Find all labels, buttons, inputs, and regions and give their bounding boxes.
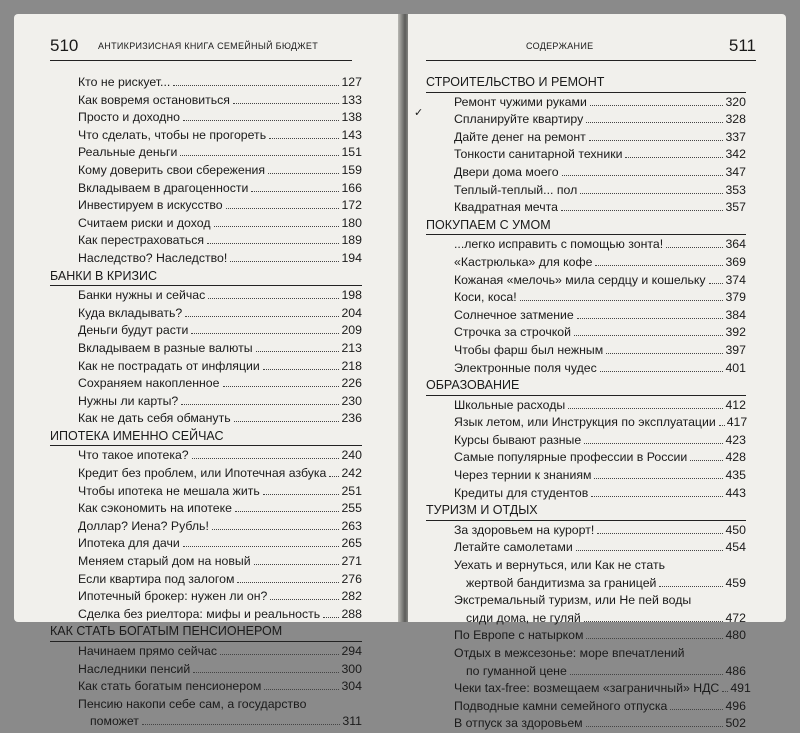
toc-entry-title: сиди дома, не гуляй: [466, 610, 581, 625]
toc-entry-page: 143: [341, 127, 362, 142]
toc-entry-page: 194: [341, 250, 362, 265]
toc-leader-dots: [233, 103, 339, 104]
toc-leader-dots: [142, 724, 340, 725]
toc-leader-dots: [263, 494, 340, 495]
toc-entry: [50, 162, 362, 180]
toc-entry-title: Коси, коса!: [454, 290, 517, 305]
toc-entry-title: Доллар? Иена? Рубль!: [78, 518, 209, 533]
toc-entry-title: Курсы бывают разные: [454, 432, 582, 447]
toc-entry-title: Пенсию накопи себе сам, а государство: [78, 696, 307, 711]
right-running-header: [426, 34, 756, 61]
left-page: [14, 14, 402, 729]
toc-entry-title: Летайте самолетами: [454, 540, 573, 555]
toc-leader-dots: [237, 582, 339, 583]
toc-entry-page: 337: [725, 129, 746, 144]
toc-leader-dots: [193, 672, 339, 673]
toc-entry: [426, 254, 746, 272]
toc-entry: [426, 557, 746, 575]
toc-entry-page: 454: [725, 540, 746, 555]
toc-entry-title: поможет: [90, 714, 139, 729]
toc-entry-title: Как сэкономить на ипотеке: [78, 501, 232, 516]
toc-entry-page: 255: [341, 501, 362, 516]
toc-entry-title: Инвестируем в искусство: [78, 198, 223, 213]
toc-entry-page: 230: [341, 393, 362, 408]
toc-entry-page: 151: [341, 145, 362, 160]
toc-entry-page: 311: [342, 714, 362, 729]
left-toc: [50, 74, 362, 731]
toc-entry-title: Нужны ли карты?: [78, 393, 179, 408]
toc-leader-dots: [690, 460, 723, 461]
toc-entry-page: 133: [341, 92, 362, 107]
toc-entry-title: Что такое ипотека?: [78, 448, 189, 463]
toc-leader-dots: [561, 210, 724, 211]
toc-entry-title: В отпуск за здоровьем: [454, 716, 583, 731]
toc-leader-dots: [520, 300, 724, 301]
toc-entry-title: Вкладываем в драгоценности: [78, 180, 249, 195]
toc-entry-page: 300: [341, 661, 362, 676]
toc-entry: [50, 500, 362, 518]
toc-entry: [50, 713, 362, 731]
toc-entry: [50, 92, 362, 110]
toc-leader-dots: [590, 105, 724, 106]
toc-entry-page: 242: [341, 466, 362, 481]
toc-entry: [50, 250, 362, 268]
toc-section-heading: ИПОТЕКА ИМЕННО СЕЙЧАС: [50, 428, 362, 447]
toc-section-heading: ОБРАЗОВАНИЕ: [426, 377, 746, 396]
toc-entry: [50, 393, 362, 411]
toc-entry-title: Ипотека для дачи: [78, 536, 180, 551]
toc-entry-page: 357: [725, 200, 746, 215]
toc-entry: [50, 518, 362, 536]
toc-leader-dots: [329, 476, 339, 477]
toc-entry-title: Двери дома моего: [454, 164, 559, 179]
toc-entry-title: Что сделать, чтобы не прогореть: [78, 127, 267, 142]
toc-entry: [426, 414, 746, 432]
toc-leader-dots: [568, 408, 723, 409]
toc-section-heading: ПОКУПАЕМ С УМОМ: [426, 217, 746, 236]
toc-entry: [50, 232, 362, 250]
toc-entry: [426, 539, 746, 557]
toc-entry-page: 271: [341, 554, 362, 569]
toc-entry-page: 127: [341, 75, 362, 89]
toc-leader-dots: [226, 208, 340, 209]
toc-entry-page: 472: [725, 610, 746, 625]
toc-entry-title: «Кастрюлька» для кофе: [454, 254, 593, 269]
toc-leader-dots: [591, 496, 723, 497]
toc-leader-dots: [180, 155, 339, 156]
toc-leader-dots: [207, 243, 339, 244]
toc-entry-title: Банки нужны и сейчас: [78, 288, 206, 303]
toc-leader-dots: [235, 511, 340, 512]
toc-entry: [50, 215, 362, 233]
toc-entry: [426, 645, 746, 663]
toc-entry-title: Как не пострадать от инфляции: [78, 358, 260, 373]
toc-entry-page: 397: [725, 342, 746, 357]
toc-entry: [50, 661, 362, 679]
toc-leader-dots: [230, 261, 339, 262]
toc-entry-title: Подводные камни семейного отпуска: [454, 698, 668, 713]
toc-entry-title: Чеки tax-free: возмещаем «заграничный» НДС: [454, 681, 720, 696]
toc-entry: [50, 109, 362, 127]
toc-entry-page: 374: [725, 272, 746, 287]
toc-entry-title: Наследники пенсий: [78, 661, 191, 676]
toc-entry-page: 379: [725, 290, 746, 305]
toc-leader-dots: [256, 351, 340, 352]
toc-leader-dots: [659, 586, 723, 587]
toc-entry-page: 263: [341, 518, 362, 533]
toc-entry-page: 304: [341, 679, 362, 694]
toc-leader-dots: [600, 371, 724, 372]
toc-entry: [426, 360, 746, 378]
toc-entry-page: 218: [341, 358, 362, 373]
toc-leader-dots: [586, 122, 723, 123]
toc-entry-title: Дайте денег на ремонт: [454, 129, 586, 144]
toc-entry: [426, 307, 746, 325]
toc-leader-dots: [191, 333, 339, 334]
toc-entry-title: Просто и доходно: [78, 110, 180, 125]
toc-entry-page: 166: [341, 180, 362, 195]
toc-leader-dots: [574, 335, 724, 336]
toc-entry-page: 401: [725, 360, 746, 375]
toc-entry-title: Как вовремя остановиться: [78, 92, 230, 107]
toc-leader-dots: [670, 709, 723, 710]
toc-entry: [50, 197, 362, 215]
toc-leader-dots: [576, 550, 724, 551]
toc-entry-page: 320: [725, 94, 746, 109]
toc-leader-dots: [214, 226, 340, 227]
toc-entry: [426, 663, 746, 681]
toc-leader-dots: [586, 726, 724, 727]
toc-entry-page: 480: [725, 628, 746, 643]
toc-entry: [426, 324, 746, 342]
toc-entry-page: 180: [341, 215, 362, 230]
toc-entry-title: ...легко исправить с помощью зонта!: [454, 237, 664, 252]
toc-entry-page: 342: [725, 147, 746, 162]
toc-leader-dots: [263, 369, 340, 370]
toc-leader-dots: [208, 298, 339, 299]
toc-entry-title: жертвой бандитизма за границей: [466, 575, 657, 590]
toc-leader-dots: [212, 529, 340, 530]
toc-leader-dots: [269, 138, 339, 139]
left-running-header: [50, 34, 352, 61]
toc-entry: [50, 606, 362, 624]
toc-entry-page: 240: [341, 448, 362, 463]
toc-entry: [50, 465, 362, 483]
toc-entry: [426, 199, 746, 217]
toc-entry-title: Куда вкладывать?: [78, 305, 183, 320]
toc-entry-page: 189: [341, 233, 362, 248]
toc-entry: [50, 74, 362, 92]
toc-entry: [426, 575, 746, 593]
toc-leader-dots: [173, 85, 339, 86]
toc-entry: [50, 696, 362, 714]
toc-entry-title: Школьные расходы: [454, 397, 566, 412]
toc-entry-title: Наследство? Наследство!: [78, 250, 228, 265]
toc-entry: [50, 535, 362, 553]
toc-entry: [50, 127, 362, 145]
toc-entry-title: Электронные поля чудес: [454, 360, 597, 375]
toc-entry-page: 450: [725, 522, 746, 537]
margin-check-mark: ✓: [414, 107, 424, 119]
left-header-title: АНТИКРИЗИСНАЯ КНИГА СЕМЕЙНЫЙ БЮДЖЕТ: [98, 41, 318, 51]
toc-leader-dots: [223, 386, 340, 387]
toc-leader-dots: [597, 533, 723, 534]
toc-entry: [426, 449, 746, 467]
toc-leader-dots: [185, 316, 339, 317]
toc-entry-title: Солнечное затмение: [454, 307, 574, 322]
toc-entry-title: Спланируйте квартиру: [454, 112, 584, 127]
toc-leader-dots: [570, 674, 724, 675]
toc-entry-page: 236: [341, 411, 362, 426]
toc-entry: [426, 236, 746, 254]
toc-entry-title: Через тернии к знаниям: [454, 468, 592, 483]
toc-entry-title: Сохраняем накопленное: [78, 376, 220, 391]
toc-leader-dots: [584, 443, 723, 444]
toc-entry-page: 384: [725, 307, 746, 322]
toc-leader-dots: [625, 157, 723, 158]
toc-entry: [50, 287, 362, 305]
toc-entry: [426, 467, 746, 485]
toc-entry: [426, 146, 746, 164]
toc-entry: [426, 94, 746, 112]
toc-entry: [50, 144, 362, 162]
toc-entry: [50, 322, 362, 340]
toc-entry-page: 251: [341, 483, 362, 498]
toc-entry: [50, 571, 362, 589]
toc-section-heading: СТРОИТЕЛЬСТВО И РЕМОНТ: [426, 74, 746, 93]
toc-entry-page: 347: [725, 164, 746, 179]
toc-entry-title: Тонкости санитарной техники: [454, 147, 623, 162]
toc-entry-title: Ипотечный брокер: нужен ли он?: [78, 589, 268, 604]
toc-entry-page: 443: [725, 485, 746, 500]
toc-leader-dots: [595, 265, 723, 266]
toc-entry-page: 392: [725, 325, 746, 340]
toc-entry-title: Самые популярные профессии в России: [454, 450, 688, 465]
toc-entry-page: 282: [341, 589, 362, 604]
toc-entry: [426, 715, 746, 733]
toc-entry: [50, 643, 362, 661]
toc-leader-dots: [709, 283, 724, 284]
toc-leader-dots: [562, 175, 724, 176]
toc-entry: [50, 340, 362, 358]
toc-entry-page: 159: [341, 162, 362, 177]
toc-entry-page: 364: [725, 237, 746, 252]
toc-leader-dots: [584, 621, 724, 622]
toc-entry-title: Кто не рискует...: [78, 75, 171, 89]
toc-entry-title: Как не дать себя обмануть: [78, 411, 231, 426]
toc-entry-title: Считаем риски и доход: [78, 215, 211, 230]
toc-entry-title: Начинаем прямо сейчас: [78, 644, 218, 658]
toc-entry: [426, 680, 751, 698]
toc-entry: [426, 397, 746, 415]
toc-entry-page: 198: [341, 288, 362, 303]
toc-entry-title: Если квартира под залогом: [78, 571, 235, 586]
toc-entry: [426, 129, 746, 147]
toc-entry-title: Меняем старый дом на новый: [78, 554, 251, 569]
toc-entry-title: Кредит без проблем, или Ипотечная азбука: [78, 466, 327, 481]
toc-leader-dots: [580, 193, 723, 194]
toc-entry-page: 265: [341, 536, 362, 551]
toc-leader-dots: [251, 191, 339, 192]
toc-entry-title: Сделка без риелтора: мифы и реальность: [78, 606, 321, 621]
toc-leader-dots: [192, 458, 340, 459]
right-page: [408, 14, 786, 731]
toc-entry-title: За здоровьем на курорт!: [454, 522, 595, 537]
toc-entry-title: Отдых в межсезонье: море впечатлений: [454, 646, 685, 660]
toc-leader-dots: [220, 654, 339, 655]
toc-entry: [426, 698, 746, 716]
toc-section-heading: ТУРИЗМ И ОТДЫХ: [426, 502, 746, 521]
toc-entry-title: Кредиты для студентов: [454, 485, 589, 500]
toc-entry: [426, 432, 746, 450]
toc-section-heading: БАНКИ В КРИЗИС: [50, 268, 362, 287]
toc-entry-title: Как перестраховаться: [78, 233, 205, 248]
toc-entry: [50, 483, 362, 501]
toc-entry-page: 459: [725, 575, 746, 590]
toc-entry-title: Язык летом, или Инструкция по эксплуатации: [454, 415, 716, 430]
toc-leader-dots: [181, 404, 339, 405]
toc-entry-page: 353: [725, 182, 746, 197]
toc-entry: [426, 342, 746, 360]
toc-entry: [50, 180, 362, 198]
toc-entry-title: Как стать богатым пенсионером: [78, 679, 262, 694]
right-toc: [426, 74, 751, 733]
toc-entry-page: 369: [725, 254, 746, 269]
toc-entry: [426, 627, 746, 645]
toc-leader-dots: [722, 691, 728, 692]
toc-entry-title: Строчка за строчкой: [454, 325, 571, 340]
toc-leader-dots: [264, 689, 339, 690]
toc-leader-dots: [666, 247, 723, 248]
toc-entry-page: 328: [725, 112, 746, 127]
toc-leader-dots: [594, 478, 723, 479]
toc-entry: [50, 305, 362, 323]
toc-entry-title: Ремонт чужими руками: [454, 94, 587, 109]
toc-entry: [426, 522, 746, 540]
toc-entry-page: 213: [341, 340, 362, 355]
toc-leader-dots: [270, 599, 339, 600]
toc-entry: [426, 289, 746, 307]
toc-entry-page: 288: [341, 606, 362, 621]
toc-entry-title: Кому доверить свои сбережения: [78, 162, 266, 177]
toc-entry-title: По Европе с натырком: [454, 628, 584, 643]
toc-entry-page: 502: [725, 716, 746, 731]
toc-entry-title: Чтобы фарш был нежным: [454, 342, 604, 357]
toc-leader-dots: [577, 318, 724, 319]
toc-entry: [50, 678, 362, 696]
toc-entry-page: 138: [341, 110, 362, 125]
toc-entry-page: 428: [725, 450, 746, 465]
toc-entry: [426, 164, 746, 182]
toc-leader-dots: [268, 173, 339, 174]
toc-leader-dots: [254, 564, 340, 565]
toc-entry: [50, 375, 362, 393]
right-page-number: 511: [728, 36, 756, 55]
toc-entry-page: 226: [341, 376, 362, 391]
toc-leader-dots: [183, 546, 340, 547]
toc-entry-title: Реальные деньги: [78, 145, 178, 160]
toc-leader-dots: [586, 638, 723, 639]
toc-entry: [50, 358, 362, 376]
toc-entry-page: 294: [341, 644, 362, 658]
toc-entry-page: 412: [725, 397, 746, 412]
toc-entry: [426, 272, 746, 290]
toc-entry-title: Теплый-теплый... пол: [454, 182, 578, 197]
toc-leader-dots: [606, 353, 723, 354]
toc-entry-title: Вкладываем в разные валюты: [78, 340, 253, 355]
toc-entry-page: 417: [726, 415, 748, 430]
toc-entry-title: Экстремальный туризм, или Не пей воды: [454, 593, 692, 608]
toc-entry: [50, 410, 362, 428]
toc-entry-title: Уехать и вернуться, или Как не стать: [454, 558, 665, 573]
right-header-title: СОДЕРЖАНИЕ: [526, 41, 594, 51]
toc-entry: [426, 610, 746, 628]
toc-leader-dots: [589, 140, 724, 141]
toc-entry: [426, 182, 746, 200]
toc-leader-dots: [323, 617, 339, 618]
toc-entry-page: 491: [730, 681, 751, 696]
toc-entry-page: 276: [341, 571, 362, 586]
toc-entry: [50, 447, 362, 465]
toc-entry-page: 204: [341, 305, 362, 320]
toc-entry-title: Квадратная мечта: [454, 200, 558, 215]
toc-entry-page: 496: [725, 698, 746, 713]
toc-entry-title: Кожаная «мелочь» мила сердцу и кошельку: [454, 272, 706, 287]
toc-leader-dots: [719, 425, 725, 426]
toc-section-heading: КАК СТАТЬ БОГАТЫМ ПЕНСИОНЕРОМ: [50, 623, 362, 642]
toc-entry-page: 172: [341, 198, 362, 213]
toc-entry-page: 423: [725, 432, 746, 447]
toc-entry-page: 209: [341, 323, 362, 338]
toc-entry: [50, 553, 362, 571]
toc-entry-title: по гуманной цене: [466, 663, 567, 678]
toc-entry-title: Чтобы ипотека не мешала жить: [78, 483, 260, 498]
toc-entry: [426, 592, 746, 610]
toc-entry-page: 486: [725, 663, 746, 678]
toc-leader-dots: [183, 120, 340, 121]
toc-entry-page: 435: [725, 468, 746, 483]
toc-entry: [426, 485, 746, 503]
toc-entry: [50, 588, 362, 606]
left-page-number: 510: [50, 36, 79, 55]
toc-leader-dots: [234, 421, 340, 422]
toc-entry: [426, 111, 746, 129]
toc-entry-title: Деньги будут расти: [78, 323, 189, 338]
